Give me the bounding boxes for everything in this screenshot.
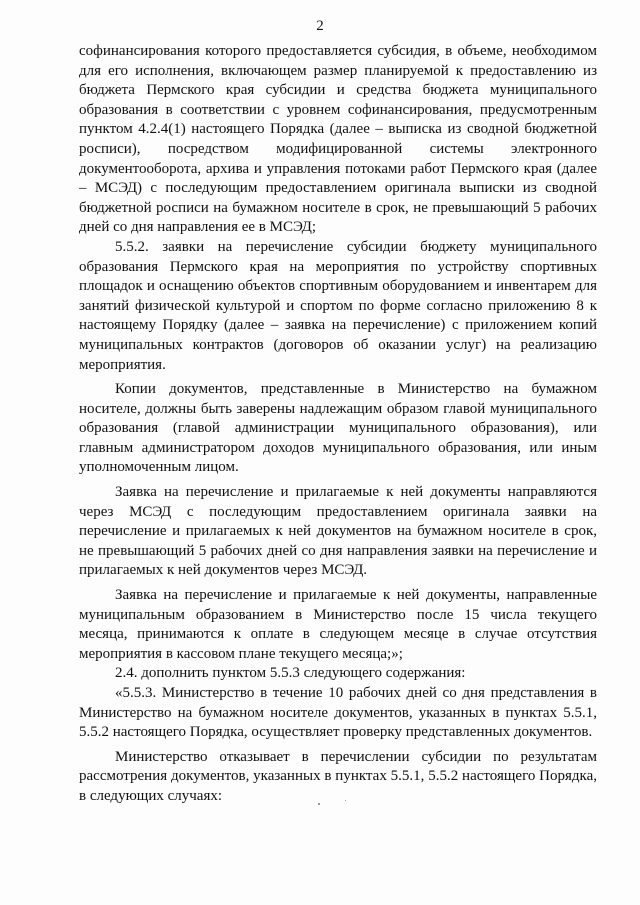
paragraph-5-5-3: «5.5.3. Министерство в течение 10 рабочих дней со дня представления в Министерство на бумажном носителе документов, указанных в пунктах 5.5.1, 5.5.2 настоящего Порядка, осуществляет проверку представленных документов. bbox=[79, 685, 597, 741]
scan-speck bbox=[318, 803, 320, 805]
paragraph-request-deadline: Заявка на перечисление и прилагаемые к ней документы, направленные муниципальным образованием в Министерство после 15 числа текущего месяца, принимаются к оплате в следующем месяце в случае отсутствия мероприятия в кассовом плане текущего месяца;»; bbox=[79, 587, 597, 662]
paragraph-5-5-2: 5.5.2. заявки на перечисление субсидии бюджету муниципального образования Пермского края на мероприятия по устройству спортивных площадок и оснащению объектов спортивным оборудованием и инвентарем для занятий физической культурой и спортом по форме согласно приложению 8 к настоящему Порядку (далее – заявка на перечисление) с приложением копий муниципальных контрактов (договоров об оказании услуг) на реализацию мероприятия. bbox=[79, 238, 597, 373]
page-number: 2 bbox=[316, 18, 324, 34]
paragraph-continuation: софинансирования которого предоставляется субсидия, в объеме, необходимом для его исполнения, включающем размер планируемой к предоставлению из бюджета Пермского края субсидии и средства бюджета муниципального образования в соответствии с уровнем софинансирования, предусмотренным пунктом 4.2.4(1) настоящего Порядка (далее – выписка из сводной бюджетной росписи), посредством модифицированной системы электронного документооборота, архива и управления потоками работ Пермского края (далее – МСЭД) с последующим предоставлением оригинала выписки из сводной бюджетной росписи на бумажном носителе в срок, не превышающий 5 рабочих дней со дня направления ее в МСЭД; bbox=[79, 43, 597, 236]
paragraph-request-submission: Заявка на перечисление и прилагаемые к ней документы направляются через МСЭД с последующим предоставлением оригинала заявки на перечисление и прилагаемых к ней документов на бумажном носителе в срок, не превышающий 5 рабочих дней со дня направления заявки на перечисление и прилагаемых к ней документов через МСЭД. bbox=[79, 484, 597, 579]
paragraph-2-4: 2.4. дополнить пунктом 5.5.3 следующего содержания: bbox=[115, 665, 466, 682]
paragraph-refusal: Министерство отказывает в перечислении субсидии по результатам рассмотрения документов, указанных в пунктах 5.5.1, 5.5.2 настоящего Порядка, в следующих случаях: bbox=[79, 748, 597, 804]
paragraph-document-copies: Копии документов, представленные в Министерство на бумажном носителе, должны быть заверены надлежащим образом главой муниципального образования (главой администрации муниципального образования), или главным администратором доходов муниципального образования, или иным уполномоченным лицом. bbox=[79, 381, 597, 476]
scan-speck bbox=[345, 800, 346, 801]
document-body bbox=[79, 42, 597, 807]
